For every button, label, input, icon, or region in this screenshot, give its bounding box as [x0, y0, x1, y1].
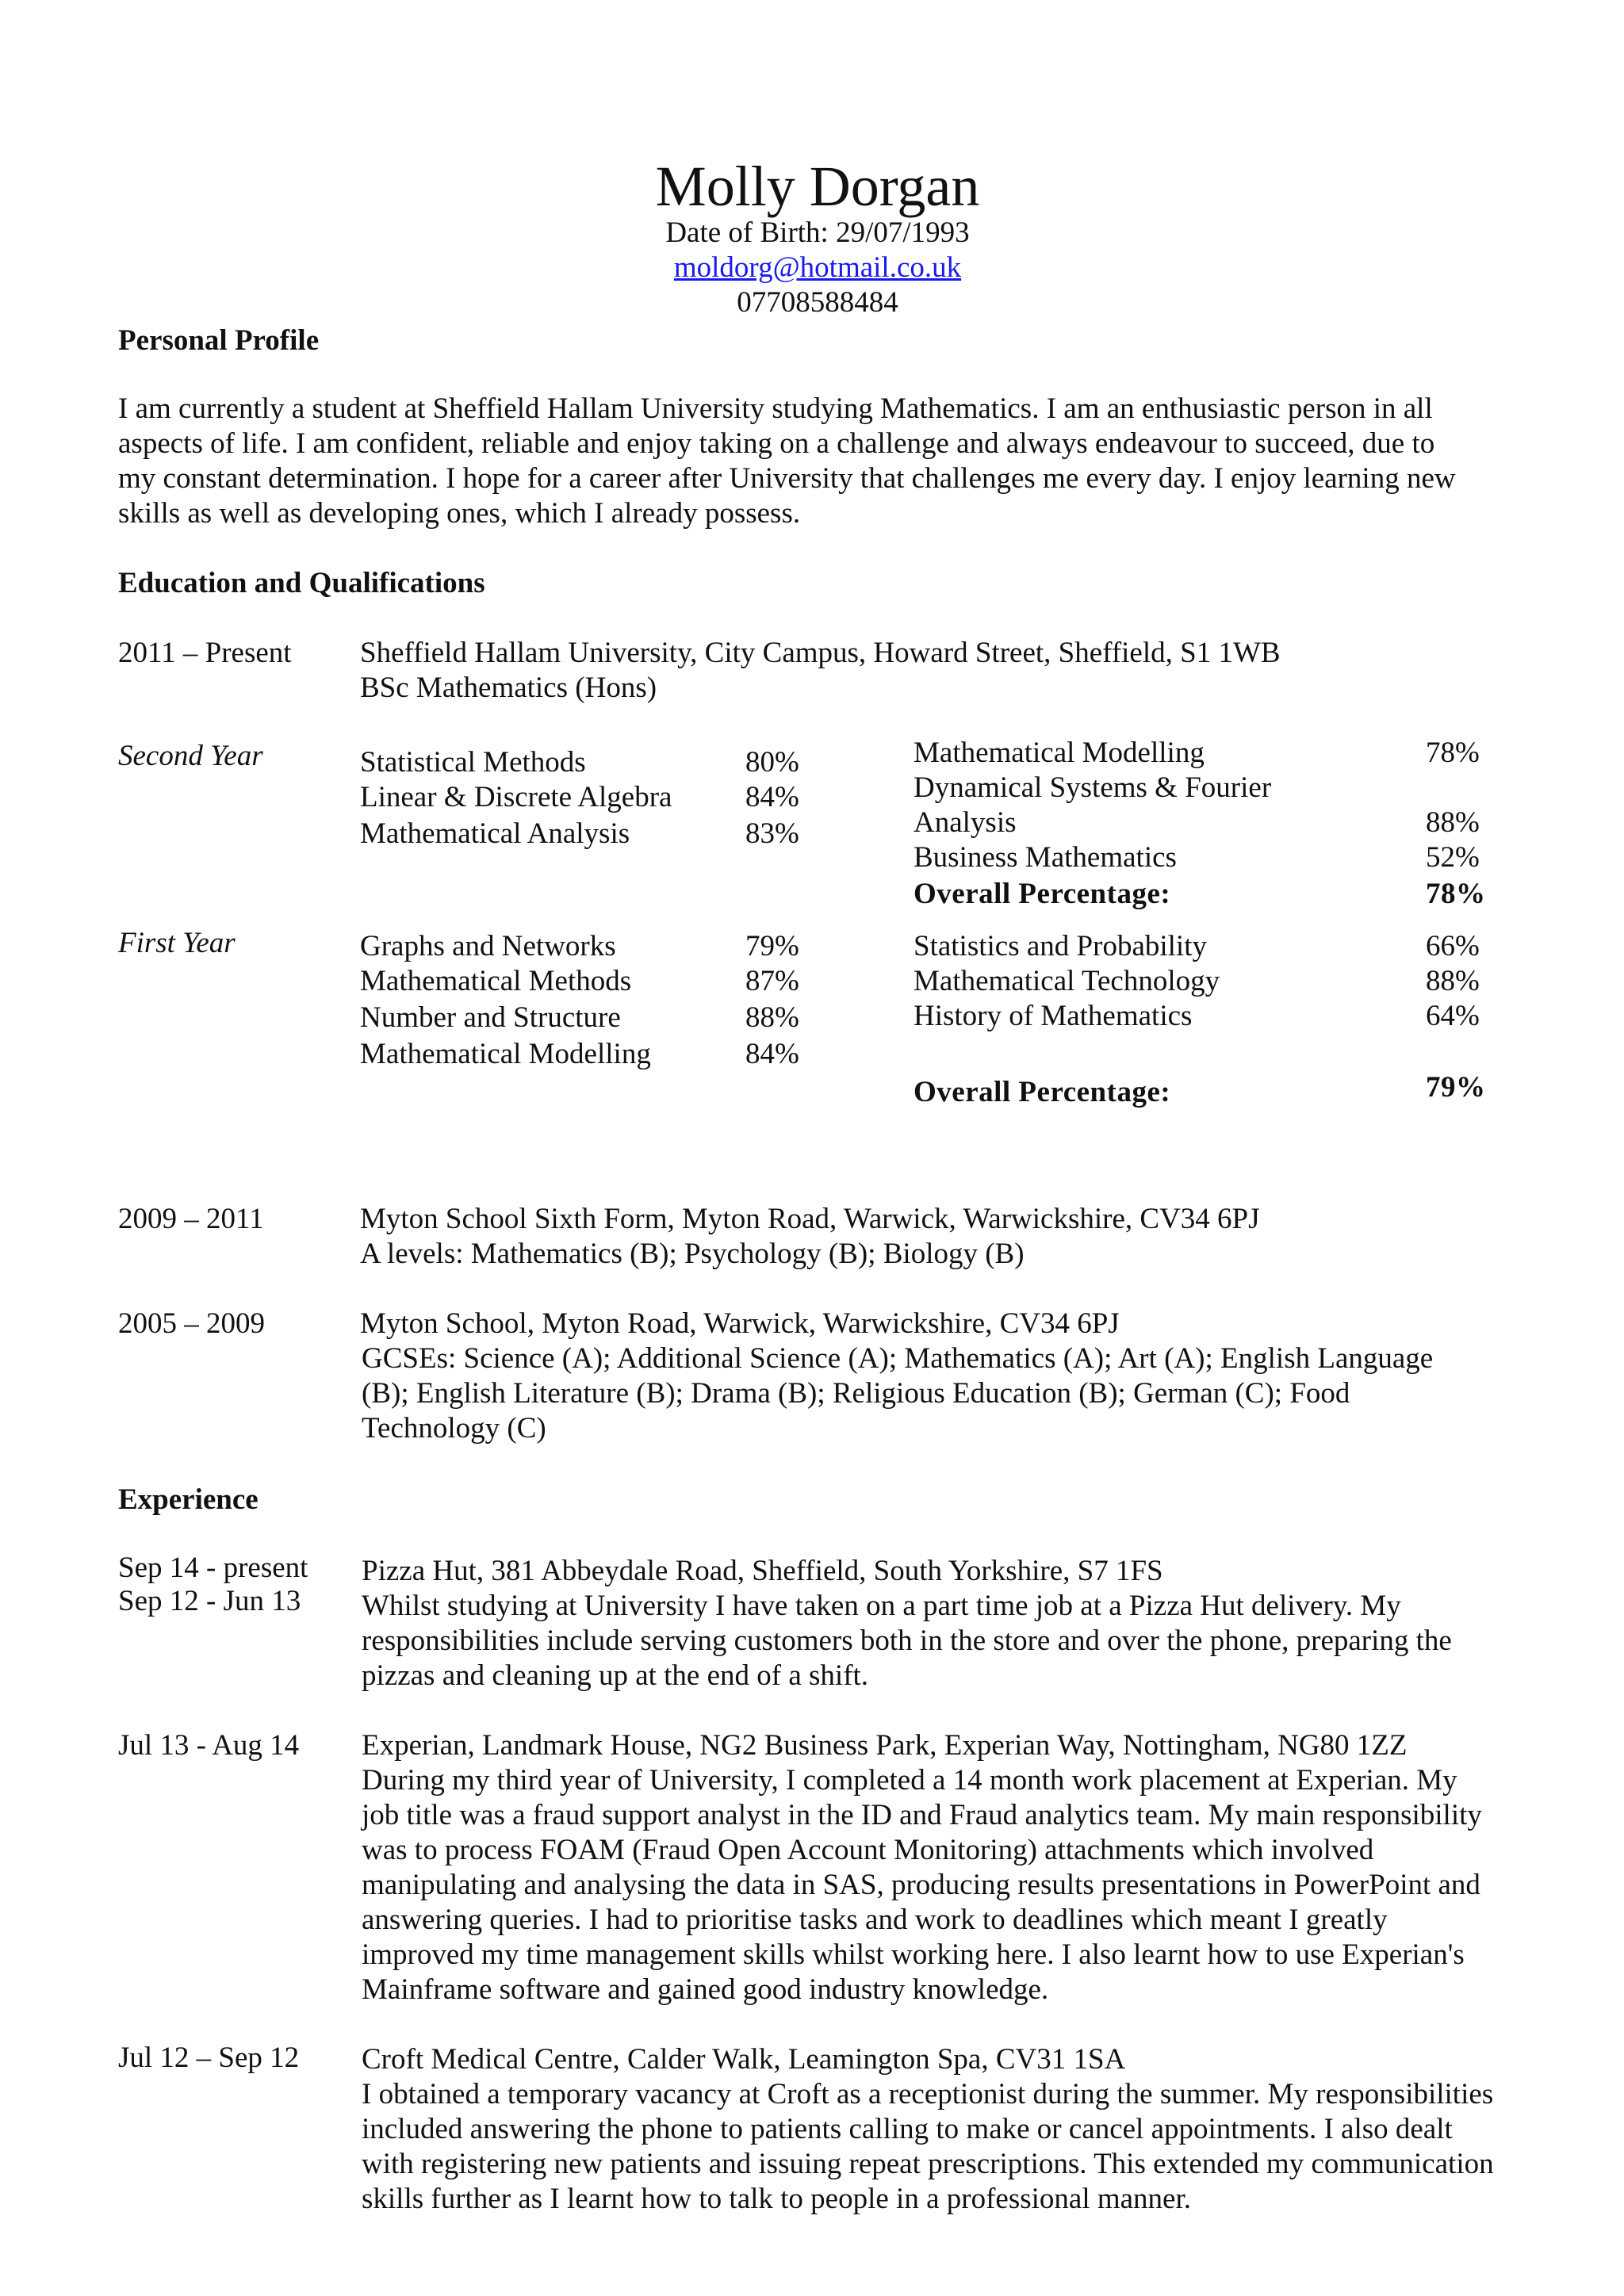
job-description-line: I obtained a temporary vacancy at Croft as a receptionist during the summer. My responsibilities — [362, 2078, 1494, 2110]
profile-line: aspects of life. I am confident, reliable and enjoy taking on a challenge and always endeavour to succeed, due to — [118, 427, 1435, 460]
education-dates: 2011 – Present — [118, 637, 292, 669]
job-description-line: was to process FOAM (Fraud Open Account Monitoring) attachments which involved — [362, 1834, 1374, 1866]
profile-line: I am currently a student at Sheffield Hallam University studying Mathematics. I am an enthusiastic person in all — [118, 392, 1433, 425]
education-dates: 2009 – 2011 — [118, 1203, 264, 1235]
module-name: Linear & Discrete Algebra — [360, 781, 672, 813]
module-score: 88% — [745, 1001, 799, 1034]
overall-percentage-label: Overall Percentage: — [914, 878, 1171, 910]
job-employer: Croft Medical Centre, Calder Walk, Leamington Spa, CV31 1SA — [362, 2043, 1126, 2076]
module-score: 84% — [745, 1038, 799, 1070]
education-course: BSc Mathematics (Hons) — [360, 672, 657, 704]
module-score: 66% — [1426, 930, 1480, 962]
overall-percentage-label: Overall Percentage: — [914, 1076, 1171, 1108]
job-employer: Pizza Hut, 381 Abbeydale Road, Sheffield, South Yorkshire, S7 1FS — [362, 1555, 1163, 1587]
profile-line: skills as well as developing ones, which I already possess. — [118, 497, 801, 530]
module-name: Business Mathematics — [914, 841, 1177, 874]
overall-percentage-value: 79% — [1426, 1071, 1486, 1104]
job-dates: Jul 12 – Sep 12 — [118, 2042, 300, 2074]
job-description-line: Mainframe software and gained good industry knowledge. — [362, 1973, 1049, 2006]
section-heading-education: Education and Qualifications — [118, 567, 485, 599]
job-dates: Jul 13 - Aug 14 — [118, 1729, 300, 1762]
education-institution: Sheffield Hallam University, City Campus, Howard Street, Sheffield, S1 1WB — [360, 637, 1281, 669]
module-score: 64% — [1426, 1000, 1480, 1032]
module-name: Mathematical Methods — [360, 965, 632, 997]
education-detail: Technology (C) — [362, 1412, 546, 1445]
module-score: 52% — [1426, 841, 1480, 874]
job-employer: Experian, Landmark House, NG2 Business Park, Experian Way, Nottingham, NG80 1ZZ — [362, 1729, 1408, 1762]
module-name: Number and Structure — [360, 1001, 621, 1034]
section-heading-profile: Personal Profile — [118, 324, 320, 357]
education-dates: 2005 – 2009 — [118, 1307, 265, 1340]
year-label-first: First Year — [118, 927, 236, 959]
year-label-second: Second Year — [118, 740, 263, 772]
module-name: Graphs and Networks — [360, 930, 616, 962]
job-description-line: with registering new patients and issuing repeat prescriptions. This extended my communication — [362, 2148, 1494, 2180]
email-line — [0, 251, 1624, 285]
module-name: Statistics and Probability — [914, 930, 1207, 962]
education-detail: GCSEs: Science (A); Additional Science (A); Mathematics (A); Art (A); English Language — [362, 1342, 1434, 1375]
module-score: 88% — [1426, 806, 1480, 839]
module-score: 87% — [745, 965, 799, 997]
job-dates: Sep 14 - present — [118, 1552, 308, 1584]
job-description-line: pizzas and cleaning up at the end of a shift. — [362, 1659, 869, 1692]
job-description-line: improved my time management skills whilst working here. I also learnt how to use Experian's — [362, 1938, 1465, 1971]
job-dates: Sep 12 - Jun 13 — [118, 1585, 301, 1617]
profile-line: my constant determination. I hope for a career after University that challenges me every day. I enjoy learning new — [118, 462, 1456, 495]
module-name: Dynamical Systems & Fourier — [914, 771, 1272, 804]
module-name: Analysis — [914, 806, 1017, 839]
job-description-line: skills further as I learnt how to talk to people in a professional manner. — [362, 2183, 1192, 2215]
phone-number: 07708588484 — [737, 286, 898, 319]
module-name: Mathematical Modelling — [360, 1038, 651, 1070]
job-description-line: responsibilities include serving customers both in the store and over the phone, preparing the — [362, 1624, 1452, 1657]
module-name: Statistical Methods — [360, 746, 586, 779]
module-score: 80% — [745, 746, 799, 779]
module-name: History of Mathematics — [914, 1000, 1193, 1032]
education-institution: Myton School, Myton Road, Warwick, Warwickshire, CV34 6PJ — [360, 1307, 1120, 1340]
job-description-line: manipulating and analysing the data in SAS, producing results presentations in PowerPoint and — [362, 1869, 1480, 1901]
module-score: 84% — [745, 781, 799, 813]
education-detail: (B); English Literature (B); Drama (B); Religious Education (B); German (C); Food — [362, 1377, 1350, 1410]
email-link[interactable]: moldorg@hotmail.co.uk — [673, 251, 962, 284]
job-description-line: Whilst studying at University I have taken on a part time job at a Pizza Hut delivery. My — [362, 1590, 1401, 1622]
job-description-line: included answering the phone to patients calling to make or cancel appointments. I also dealt — [362, 2113, 1453, 2145]
job-description-line: answering queries. I had to prioritise tasks and work to deadlines which meant I greatly — [362, 1904, 1388, 1936]
module-name: Mathematical Technology — [914, 965, 1220, 997]
module-score: 83% — [745, 817, 799, 850]
candidate-name: Molly Dorgan — [655, 155, 980, 218]
section-heading-experience: Experience — [118, 1483, 259, 1516]
date-of-birth: Date of Birth: 29/07/1993 — [665, 216, 970, 249]
module-name: Mathematical Analysis — [360, 817, 630, 850]
module-score: 78% — [1426, 737, 1480, 769]
education-detail: A levels: Mathematics (B); Psychology (B); Biology (B) — [360, 1238, 1025, 1270]
job-description-line: During my third year of University, I completed a 14 month work placement at Experian. My — [362, 1764, 1457, 1797]
overall-percentage-value: 78% — [1426, 878, 1486, 910]
education-institution: Myton School Sixth Form, Myton Road, Warwick, Warwickshire, CV34 6PJ — [360, 1203, 1260, 1235]
job-description-line: job title was a fraud support analyst in the ID and Fraud analytics team. My main responsibility — [362, 1799, 1482, 1831]
module-score: 79% — [745, 930, 799, 962]
module-name: Mathematical Modelling — [914, 737, 1205, 769]
module-score: 88% — [1426, 965, 1480, 997]
